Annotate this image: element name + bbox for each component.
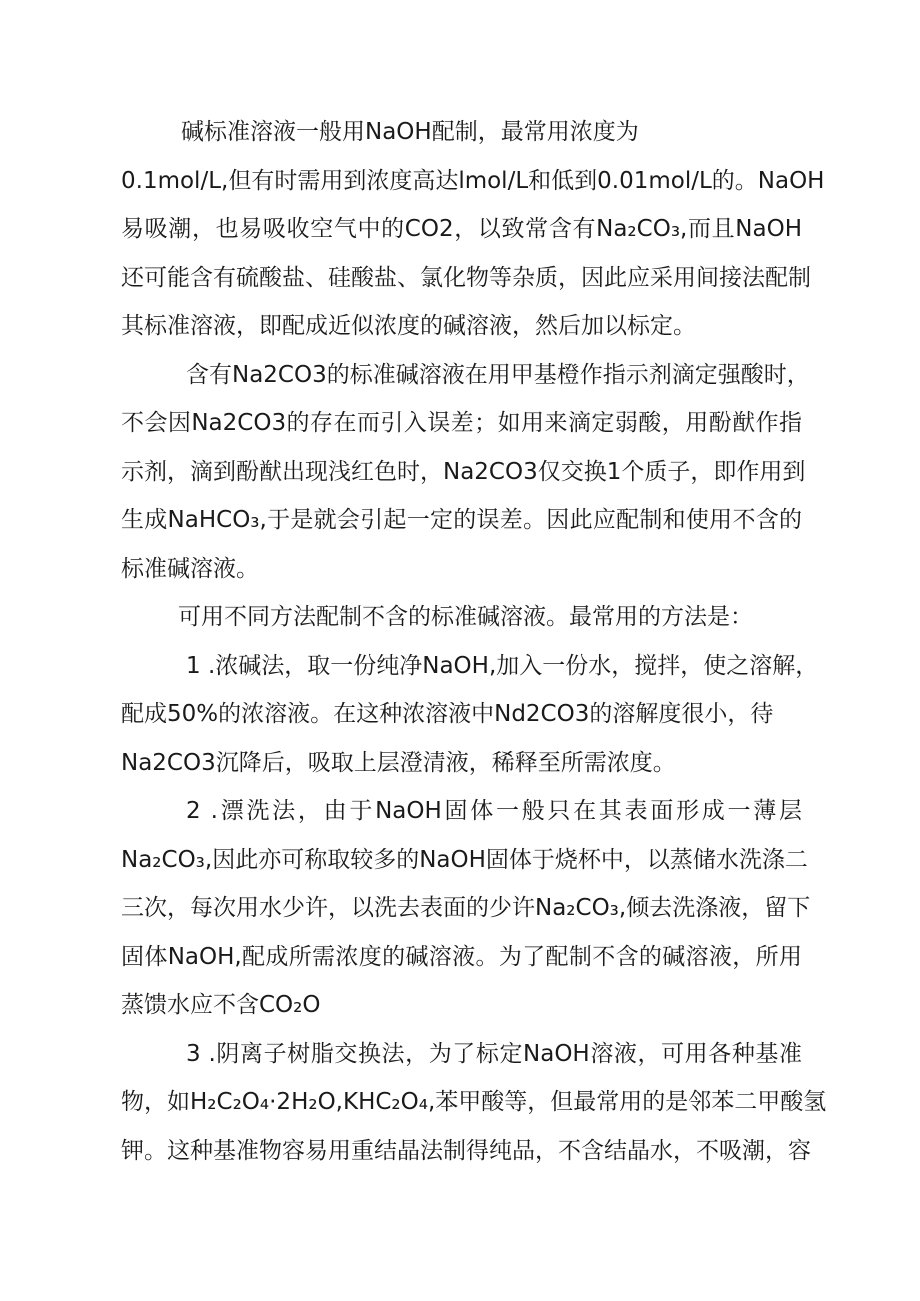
paragraph-line: 固体NaOH,配成所需浓度的碱溶液。为了配制不含的碱溶液，所用 xyxy=(121,944,802,970)
paragraph-line: 还可能含有硫酸盐、硅酸盐、氯化物等杂质，因此应采用间接法配制 xyxy=(121,265,811,291)
paragraph-line: 1 .浓碱法，取一份纯净NaOH,加入一份水，搅拌，使之溶解， xyxy=(186,653,819,679)
paragraph-line: 钾。这种基准物容易用重结晶法制得纯品，不含结晶水，不吸潮，容 xyxy=(121,1138,811,1164)
paragraph-line: 蒸馈水应不含CO₂O xyxy=(121,992,321,1018)
paragraph-line: 含有Na2CO3的标准碱溶液在用甲基橙作指示剂滴定强酸时， xyxy=(186,362,810,388)
paragraph-line: 可用不同方法配制不含的标准碱溶液。最常用的方法是： xyxy=(178,604,753,630)
paragraph-line: 标准碱溶液。 xyxy=(121,556,259,582)
paragraph-line: 易吸潮，也易吸收空气中的CO2，以致常含有Na₂CO₃,而且NaOH xyxy=(121,216,802,242)
paragraph-line: Na2CO3沉降后，吸取上层澄清液，稀释至所需浓度。 xyxy=(121,750,676,776)
paragraph-line: 0.1mol/L,但有时需用到浓度高达lmol/L和低到0.01mol/L的。NaOH xyxy=(121,168,825,194)
paragraph-line: 不会因Na2CO3的存在而引入误差；如用来滴定弱酸，用酚猷作指 xyxy=(121,410,802,436)
paragraph-line: 三次，每次用水少许，以洗去表面的少许Na₂CO₃,倾去洗涤液，留下 xyxy=(121,895,811,921)
paragraph-line: 碱标准溶液一般用NaOH配制，最常用浓度为 xyxy=(181,119,639,145)
paragraph-line: 物，如H₂C₂O₄·2H₂O,KHC₂O₄,苯甲酸等，但最常用的是邻苯二甲酸氢 xyxy=(121,1089,827,1115)
paragraph-line: 配成50%的浓溶液。在这种浓溶液中Nd2CO3的溶解度很小，待 xyxy=(121,701,774,727)
paragraph-line: 示剂，滴到酚猷出现浅红色时，Na2CO3仅交换1个质子，即作用到 xyxy=(121,459,806,485)
paragraph-line: Na₂CO₃,因此亦可称取较多的NaOH固体于烧杯中，以蒸储水洗涤二 xyxy=(121,847,808,873)
paragraph-line: 其标准溶液，即配成近似浓度的碱溶液，然后加以标定。 xyxy=(121,313,696,339)
paragraph-line: 2 .漂洗法，由于NaOH固体一般只在其表面形成一薄层 xyxy=(186,798,802,824)
paragraph-line: 生成NaHCO₃,于是就会引起一定的误差。因此应配制和使用不含的 xyxy=(121,507,802,533)
paragraph-line: 3 .阴离子树脂交换法，为了标定NaOH溶液，可用各种基准 xyxy=(186,1041,802,1067)
